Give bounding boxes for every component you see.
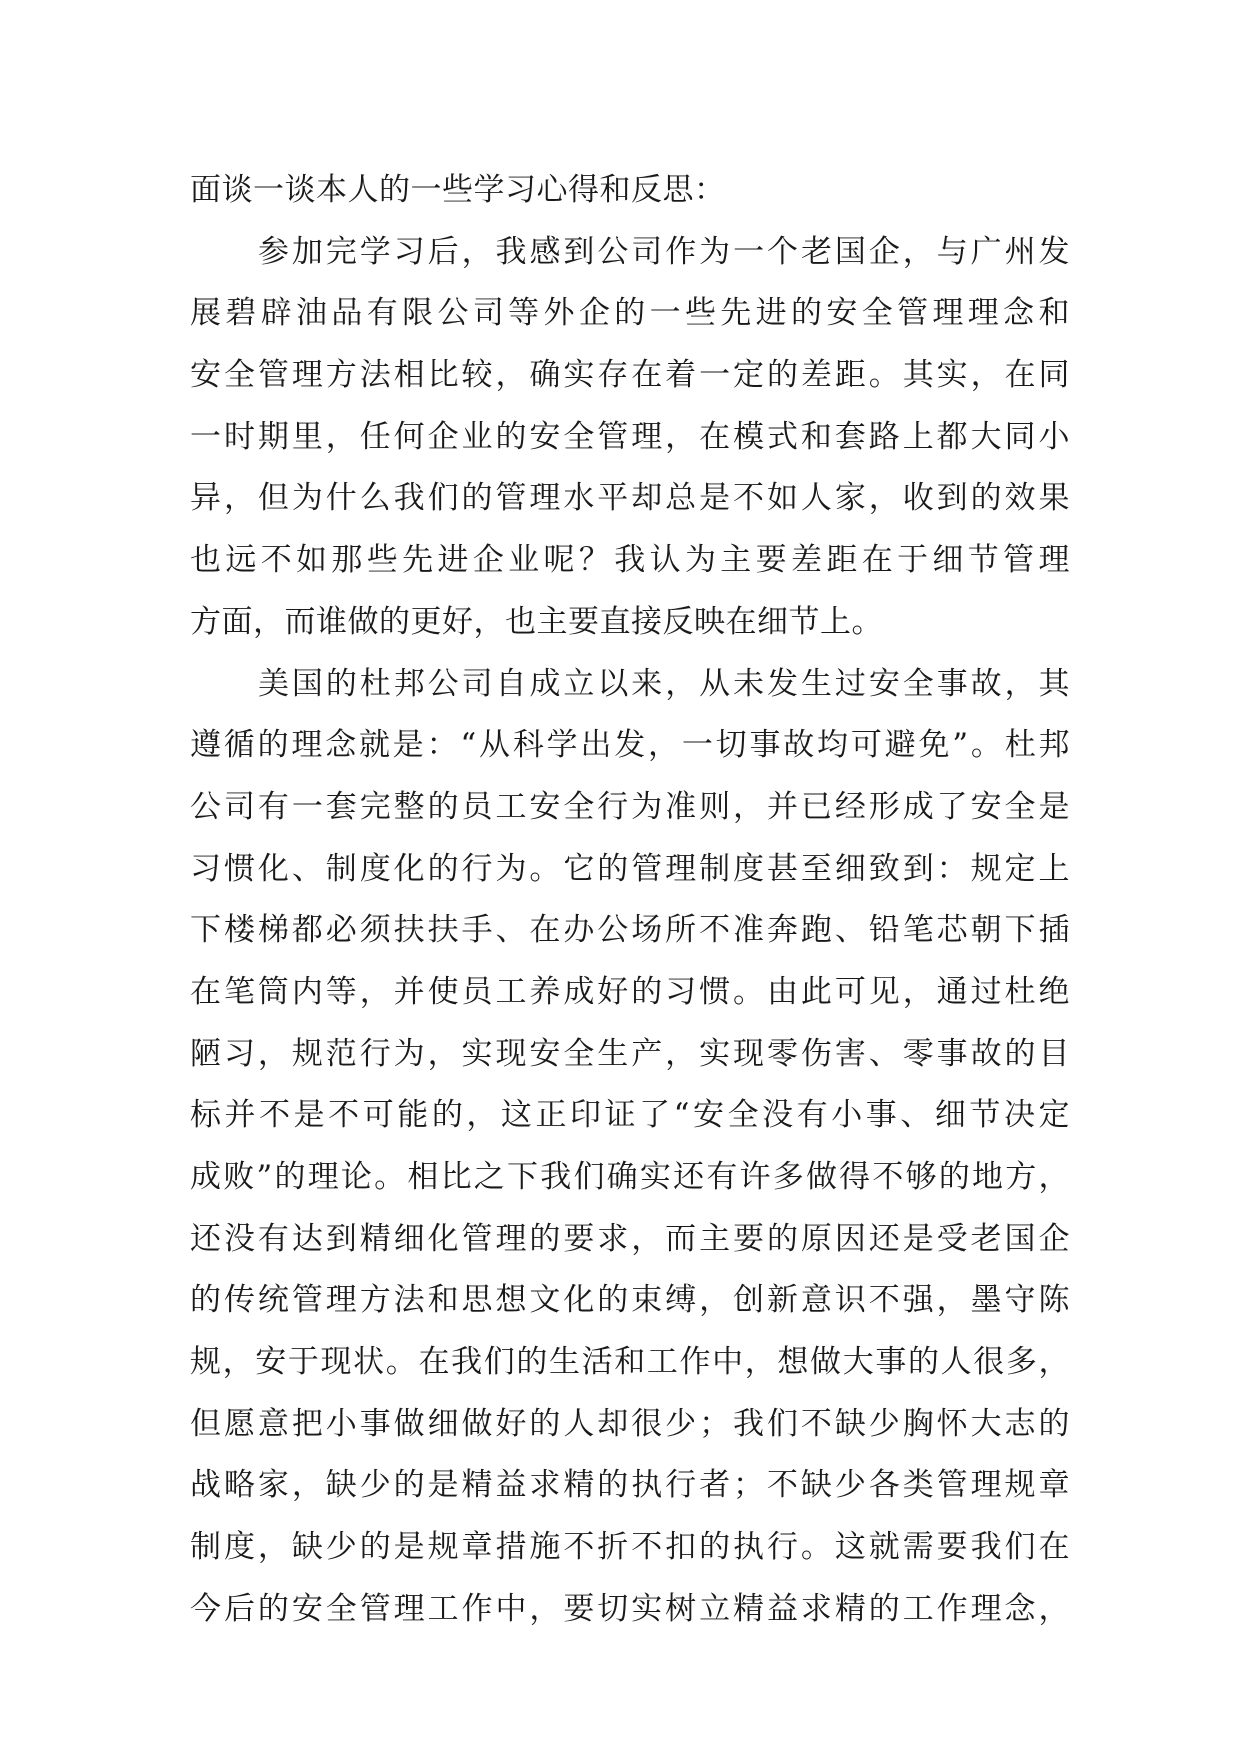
text-line: 异，但为什么我们的管理水平却总是不如人家，收到的效果 — [190, 480, 1070, 517]
text-line: 陋习，规范行为，实现安全生产，实现零伤害、零事故的目 — [190, 1035, 1070, 1072]
text-line: 一时期里，任何企业的安全管理，在模式和套路上都大同小 — [190, 418, 1070, 455]
text-line: 方面，而谁做的更好，也主要直接反映在细节上。 — [190, 603, 883, 640]
text-line: 标并不是不可能的，这正印证了“安全没有小事、细节决定 — [190, 1097, 1070, 1134]
text-line: 展碧辟油品有限公司等外企的一些先进的安全管理理念和 — [190, 295, 1070, 332]
text-line: 战略家，缺少的是精益求精的执行者；不缺少各类管理规章 — [190, 1467, 1070, 1504]
paragraph-start-line: 参加完学习后，我感到公司作为一个老国企，与广州发 — [258, 233, 1070, 270]
document-body — [190, 160, 1070, 1641]
text-line: 面谈一谈本人的一些学习心得和反思： — [190, 172, 726, 208]
text-line: 下楼梯都必须扶扶手、在办公场所不准奔跑、铅笔芯朝下插 — [190, 912, 1070, 949]
text-line: 也远不如那些先进企业呢？我认为主要差距在于细节管理 — [190, 542, 1070, 579]
text-line: 的传统管理方法和思想文化的束缚，创新意识不强，墨守陈 — [190, 1282, 1070, 1319]
text-line: 安全管理方法相比较，确实存在着一定的差距。其实，在同 — [190, 357, 1070, 394]
paragraph-start-line: 美国的杜邦公司自成立以来，从未发生过安全事故，其 — [258, 665, 1070, 702]
text-line: 遵循的理念就是：“从科学出发，一切事故均可避免”。杜邦 — [190, 727, 1070, 764]
text-line: 成败”的理论。相比之下我们确实还有许多做得不够的地方， — [190, 1159, 1070, 1195]
text-line: 制度，缺少的是规章措施不折不扣的执行。这就需要我们在 — [190, 1529, 1070, 1566]
text-line: 规，安于现状。在我们的生活和工作中，想做大事的人很多， — [190, 1344, 1070, 1381]
text-line: 习惯化、制度化的行为。它的管理制度甚至细致到：规定上 — [190, 850, 1070, 887]
text-line: 在笔筒内等，并使员工养成好的习惯。由此可见，通过杜绝 — [190, 973, 1070, 1010]
text-line: 公司有一套完整的员工安全行为准则，并已经形成了安全是 — [190, 788, 1070, 825]
text-line: 还没有达到精细化管理的要求，而主要的原因还是受老国企 — [190, 1220, 1070, 1257]
text-line: 今后的安全管理工作中，要切实树立精益求精的工作理念， — [190, 1590, 1070, 1627]
text-line: 但愿意把小事做细做好的人却很少；我们不缺少胸怀大志的 — [190, 1405, 1070, 1442]
